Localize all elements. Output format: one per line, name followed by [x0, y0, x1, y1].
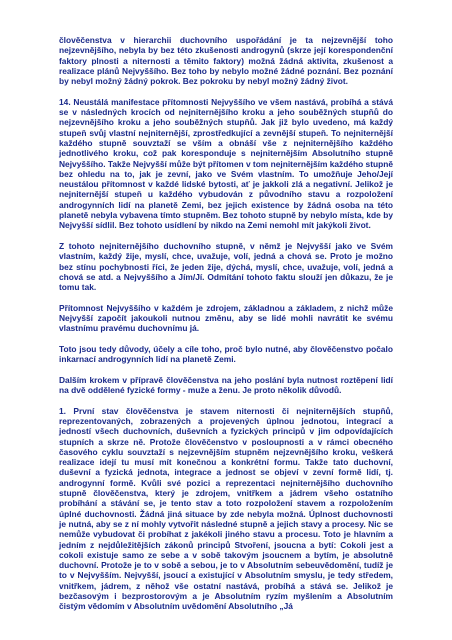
document-body [59, 35, 393, 612]
paragraph-1: 1. První stav člověčenstva je stavem niternosti či nejniternějších stupňů, reprezentovaných, zobrazených a projevených úplnou jednotou, integrací a jedností všech duchovních, duševních a fyzických principů v jim odpovídajících stupních a skrze ně. Protože člověčenstvo v posloupnosti a v rámci obecného časového cyklu souvztaží s nejzevnějším stupněm nejzevnějšího kroku, veškerá realizace idejí tu musí mít konečnou a konkrétní formu. Takže tato duchovní, duševní a fyzická jednota, integrace a jednost se objeví v zevní formě lidí, tj. androgynní formě. Kvůli své pozici a reprezentaci nejniternějšího duchovního stupně člověčenstva, který je zdrojem, vnitřkem a jádrem všeho ostatního probíhání a stávání se, je tento stav a toto rozpoložení stavem a rozpoložením úplné duchovnosti. Žádná jiná situace by zde nebyla možná. Úplnost duchovnosti je nutná, aby se z ní mohly vytvořit následné stupně a jejich stavy a procesy. Nic se nemůže vybudovat či probíhat z jakékoli jiného stavu a procesu. Toto je hlavním a jedním z nejdůležitějších zákonů principů Stvoření, jsoucna a bytí: Cokoli jest a cokoli existuje samo ze sebe a v sobě takovým jsoucnem a bytím, je absolutně duchovní. Protože je to v sobě a sebou, je to v Absolutním sebeuvědomění, tudíž je to v Nejvyšším. Nejvyšší, jsoucí a existující v Absolutním smyslu, je tedy středem, vnitřkem, jádrem, z něhož vše ostatní nastává, probíhá a stává se. Jelikož je bezčasovým i bezprostorovým a je Absolutním ryzím myšlením a Absolutním čistým vědomím v Absolutním uvědomění Absolutního „Já [59, 405, 393, 612]
paragraph-14: 14. Neustálá manifestace přítomnosti Nejvyššího ve všem nastává, probíhá a stává se v následných krocích od nejniternějšího kroku a jeho souběžných stupňů do nejzevnějšího kroku a jeho souběžných stupňů. Jak již bylo uvedeno, má každý stupeň svůj vlastní nejniternější, zprostředkující a zevnější stupeň. To nejniternější každého stupně souvztaží se vším a obnáší vše z nejniternějšího každého jednotlivého kroku, což pak koresponduje s nejniternějším Absolutního stupně Nejvyššího. Takže Nejvyšší může být přítomen v tom nejniternějším každého stupně bez ohledu na to, jak je zevní, jako ve Svém vlastním. To umožňuje Jeho/Její neustálou přítomnost v každé lidské bytosti, ať je jakkoli zlá a negativní. Jelikož je nejniternější stupeň u každého vybudován z původního stavu a rozpoložení androgynních lidí na planetě Zemi, bez jejich existence by žádná osoba na této planetě nebyla vybavena tímto stupněm. Bez tohoto stupně by nebylo místa, kde by Nejvyšší sídlil. Bez tohoto usídlení by nikdo na Zemi nemohl mít jakýkoli život. [59, 96, 394, 231]
paragraph-continuation: člověčenstva v hierarchii duchovního uspořádání je ta nejzevnější toho nejzevnějšího, nebyla by bez této zkušenosti androgynů (skrze její korespondenční faktory plnosti a niternosti a těmito faktory) možná žádná aktivita, zkušenost a realizace plánů Nejvyššího. Bez toho by nebylo možné žádné poznání. Bez poznání by nebyl možný žádný pokrok. Bez pokroku by nebyl možný žádný život. [59, 35, 393, 87]
paragraph-presence: Přítomnost Nejvyššího v každém je zdrojem, základnou a základem, z nichž může Nejvyšší započít jakoukoli nutnou změnu, aby se lidé mohli navrátit ke svému vlastnímu pravému duchovnímu já. [59, 302, 393, 334]
paragraph-next-step: Dalším krokem v přípravě člověčenstva na jeho poslání byla nutnost roztěpení lidí na dvě oddělené fyzické formy - muže a ženu. Je proto několik důvodů. [59, 374, 393, 396]
paragraph-innermost-stage: Z tohoto nejniternějšího duchovního stupně, v němž je Nejvyšší jako ve Svém vlastním, každý žije, myslí, chce, uvažuje, volí, jedná a chová se. Proto je možno bez stínu pochybnosti říci, že jeden žije, dýchá, myslí, chce, uvažuje, volí, jedná a chová se atd. a Nejvyššího a Jím/Jí. Odmítání tohoto faktu slouží jen důkazu, že je tomu tak. [59, 240, 393, 293]
paragraph-reasons: Toto jsou tedy důvody, účely a cíle toho, proč bylo nutné, aby člověčenstvo počalo inkarnací androgynních lidí na planetě Zemi. [59, 343, 393, 365]
